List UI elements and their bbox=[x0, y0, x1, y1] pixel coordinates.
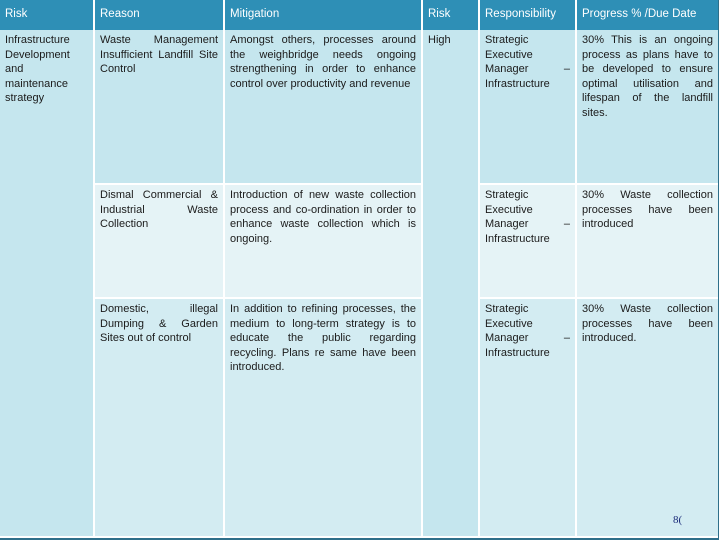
progress-cell: 30% This is an ongoing process as plans have to be developed to ensure optimal utilisation and lifespan of the landfill sites. bbox=[576, 30, 718, 184]
reason-cell: Dismal Commercial & Industrial Waste Collection bbox=[94, 184, 224, 298]
responsibility-cell: Strategic Executive Manager – Infrastructure bbox=[479, 298, 576, 536]
progress-cell: 30% Waste collection processes have been introduced bbox=[576, 184, 718, 298]
header-row bbox=[0, 0, 718, 30]
risk-level-cell: High bbox=[422, 30, 479, 536]
mitigation-cell: In addition to refining processes, the medium to long-term strategy is to educate the public regarding recycling. Plans re same have been introduced. bbox=[224, 298, 422, 536]
table-row bbox=[0, 30, 718, 184]
responsibility-cell: Strategic Executive Manager – Infrastructure bbox=[479, 184, 576, 298]
header-reason: Reason bbox=[94, 0, 224, 30]
progress-cell: 30% Waste collection processes have been introduced. bbox=[576, 298, 718, 536]
header-risk: Risk bbox=[0, 0, 94, 30]
risk-cell: Infrastructure Development and maintenance strategy bbox=[0, 30, 94, 536]
mitigation-cell: Amongst others, processes around the weighbridge needs ongoing strengthening in order to enhance control over productivity and revenue bbox=[224, 30, 422, 184]
mitigation-cell: Introduction of new waste collection process and co-ordination in order to enhance waste collection which is ongoing. bbox=[224, 184, 422, 298]
table-row bbox=[0, 298, 718, 536]
page-number: 8( bbox=[673, 514, 683, 526]
header-responsibility: Responsibility bbox=[479, 0, 576, 30]
header-progress: Progress % /Due Date bbox=[576, 0, 718, 30]
header-risk-level: Risk bbox=[422, 0, 479, 30]
reason-cell: Domestic, illegal Dumping & Garden Sites out of control bbox=[94, 298, 224, 536]
reason-cell: Waste Management Insufficient Landfill Site Control bbox=[94, 30, 224, 184]
table-row bbox=[0, 184, 718, 298]
responsibility-cell: Strategic Executive Manager – Infrastructure bbox=[479, 30, 576, 184]
header-mitigation: Mitigation bbox=[224, 0, 422, 30]
